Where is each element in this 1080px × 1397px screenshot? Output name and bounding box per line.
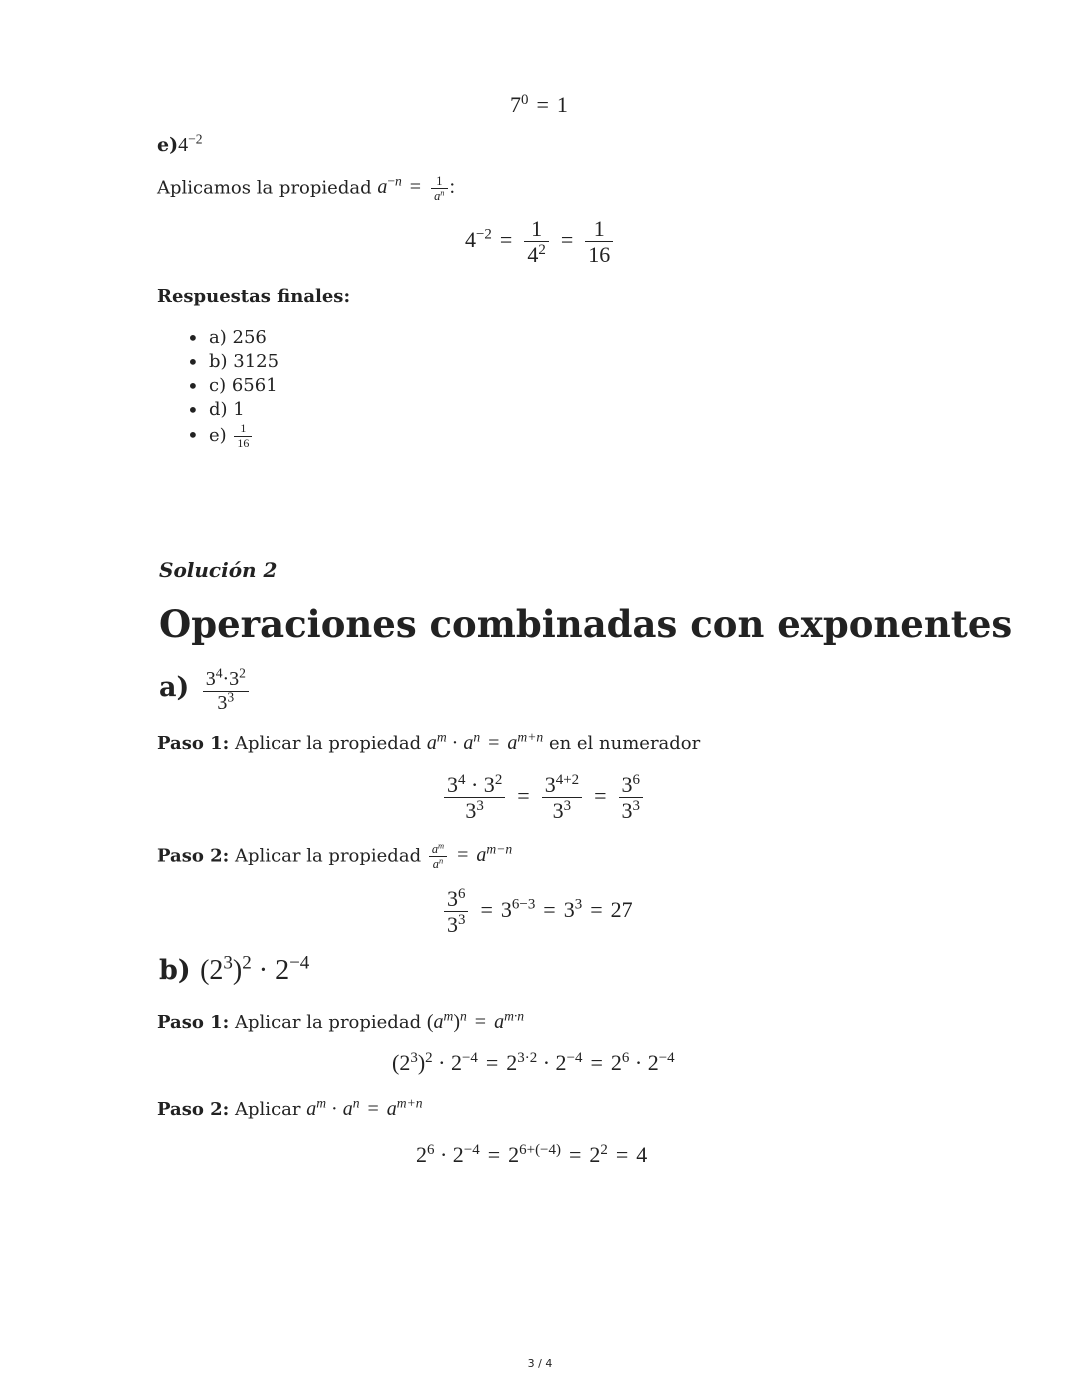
equation-four-power-neg-two: $4^{-2}$ = $\frac{1}{4^2}$ = $\frac{1}{16}$ [465,216,617,268]
property-intro-line: Aplicamos la propiedad $a^{-n}$ = $\frac{1}{a^n}$ : [157,173,456,204]
part-a-heading: a) $\frac{3^4\cdot 3^2}{3^3}$ [159,668,253,715]
property-intro-text: Aplicamos la propiedad [157,177,372,199]
final-answers-list [157,326,279,451]
list-item: • e) $\frac{1}{16}$ [157,422,279,451]
section-title: Operaciones combinadas con exponentes [159,602,1013,646]
part-b-heading: b) $(2^3)^2 \cdot 2^{-4}$ [159,952,310,986]
list-item: • c) 6561 [157,374,279,398]
part-b-label: b) [159,955,191,986]
part-b-result: 4 [636,1142,648,1167]
part-b-step1: Paso 1: Aplicar la propiedad $(a^m)^n = a^{m\cdot n}$ [157,1008,525,1033]
list-item: • b) 3125 [157,350,279,374]
solution-label: Solución 2 [159,558,278,582]
part-a-result: 27 [610,896,633,922]
part-b-step1-equation: $(2^3)^2 \cdot 2^{-4} = 2^{3\cdot 2} \cdot 2^{-4} = 2^6 \cdot 2^{-4}$ [392,1049,675,1075]
part-a-step2-equation: $\frac{3^6}{3^3}$ = $3^{6-3} = 3^3 = 27$ [440,886,633,938]
final-answers-heading: Respuestas finales: [157,286,351,307]
part-a-label: a) [159,672,190,704]
item-e-heading: $e)4^{-2}$ [157,131,203,156]
item-e-label: e) [157,134,179,156]
list-item: • a) 256 [157,326,279,350]
list-item: • d) 1 [157,398,279,422]
part-b-step2-equation: $2^6 \cdot 2^{-4} = 2^{6+(-4)} = 2^2 = 4$ [416,1141,648,1167]
part-a-step1-equation: $\frac{3^4 \cdot 3^2}{3^3}$ = $\frac{3^{4+2}}{3^3}$ = $\frac{3^6}{3^3}$ [440,772,647,824]
part-b-step2: Paso 2: Aplicar $a^m \cdot a^n = a^{m+n}$ [157,1095,423,1120]
part-a-step1: Paso 1: Aplicar la propiedad $a^m \cdot a^n = a^{m+n}$ en el numerador [157,729,701,754]
equation-seven-power-zero: $7^0 = 1$ [510,91,568,117]
part-a-step2: Paso 2: Aplicar la propiedad $\frac{a^m}{a^n}$ = $a^{m-n}$ [157,840,513,872]
page-number: 3 / 4 [527,1357,553,1370]
